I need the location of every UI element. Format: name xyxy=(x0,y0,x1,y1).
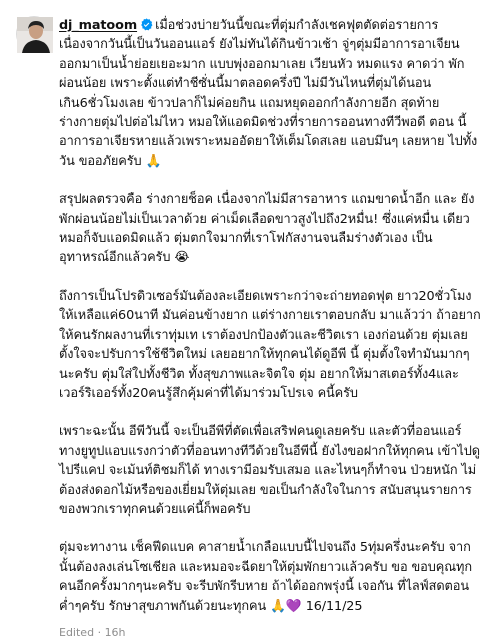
verified-badge-icon xyxy=(140,18,153,31)
comment-footer xyxy=(59,626,482,640)
comment-paragraph-2: สรุปผลตรวจคือ ร่างกายช็อค เนื่องจากไม่มีสารอาหาร แถมขาดน้ำอีก และ ยังพักผ่อนน้อยไม่เป็นเวลาด้วย ค่าเม็ดเลือดขาวสูงไปถึง2หมื่น! ซึ่งแค่หมื่น เดียวหมอก็จับแอดมิดแล้ว ตุ่มตกใจมากที่เราโฟกัสงานจนลืมร่างตัวเอง เป็น อุทาหรณ์อีกแล้วครับ 😭 xyxy=(59,192,475,266)
comment-paragraph-5: ตุ่มจะทางาน เช็คฟีดแบค คาสายน้ำเกลือแบบนี้ไปจนถึง 5ทุ่มครึ่งนะครับ จากนั้นต้องลงเล่นโซเชียล และหมอจะฉีดยาให้ตุ่มพักยาวแล้วครับ ขอ ขอบคุณทุกคนอีกครั้งมากๆนะครับ จะรีบพักรีบหาย ถ้าได้ออกพรุ่งนี้ เจอกัน ที่ไลฟ์สดตอนค่ำๆครับ รักษาสุขภาพกันด้วยนะทุกคน 🙏💜 16/11/25 xyxy=(59,540,472,614)
comment-paragraph-4: เพราะฉะนั้น อีพีวันนี้ จะเป็นอีพีที่ตัดเพื่อเสริฟคนดูเลยครับ และตัวที่ออนแอร์ ทางยูทูปแอบแรงกว่าตัวที่ออนทางทีวีด้วยในอีพีนี้ ยังไงขอฝากให้ทุกคน เข้าไปดู ไปรีแคป จะเม้นท์ติชมก็ได้ ทางเรามีอมรับเสมอ และไหนๆก็ทำจน ป่วยหนัก ไม่ต้องส่งดอกไม้หรือของเยี่ยมให้ตุ่มเลย ขอเป็นกำลังใจในการ สนับสนุนรายการของพวกเราทุกคนด้วยแค่นี้ก็พอครับ xyxy=(59,424,480,517)
edited-label: Edited xyxy=(59,625,95,639)
separator: · xyxy=(97,625,102,639)
username-link[interactable]: dj_matoom xyxy=(59,18,138,33)
comment-paragraph-3: ถึงการเป็นโปรดิวเซอร์มันต้องละเอียดเพราะกว่าจะถ่ายทอดฟุต ยาว20ชั่วโมง ให้เหลือแค่60นาที มันค่อนข้างยาก แต่ร่างกายเราตอบกลับ มาแล้วว่า ถ้าอยากให้คนรักผลงานที่เราทุ่มเท เราต้องปกป้องตัวและชีวิตเรา เองก่อนด้วย ตุ่มเลยตั้งใจจะปรับการใช้ชีวิตใหม่ เลยอยากให้ทุกคนได้ดูอีพี นี้ ตุ่มตั้งใจทำมันมากๆนะครับ ตุ่มใส่ใปทั้งชีวิต ทั้งสุขภาพและจิตใจ ตุ่ม อยากให้มาสเตอร์ทั้ง4และเวอร์ริเออร์ทั้ง20คนรู้สึกคุ้มค่าที่ได้มาร่วมโปรเจ คนี้ครับ xyxy=(59,288,481,401)
comment-text: เมื่อช่วงบ่ายวันนี้ขณะที่ตุ่มกำลังเชคฟุตตัดต่อรายการ เนื่องจากวันนี้เป็นวันออนแอร์ ยังไม่ทันได้กินข้าวเช้า จู่ๆตุ่มมีอาการอาเจียน ออกมาเป็นน้ำย่อยเยอะมาก แบบพุ่งออกมาเลย เวียนหัว หมดแรง คาดว่า พักผ่อนน้อย เพราะตั้งแต่ทำชีซั่นนี้มาตลอดครึ่งปี ไม่มีวันไหนที่ตุ่มได้นอน เกิน6ชั่วโมงเลย ข้าวปลาก็ไม่ค่อยกิน แถมหยุดออกกำลังกายอีก สุดท้าย ร่างกายตุ่มไปต่อไม่ไหว หมอให้แอดมิดช่วงที่รายการออนทางทีวีพอดี ตอน นี้อาการอาเจียรหายแล้วเพราะหมออัดยาให้เต็มโดสเลย แอบมึนๆ เลยหาย ไปทั้งวัน ขออภัยครับ 🙏 xyxy=(59,18,478,169)
timestamp[interactable]: 16h xyxy=(104,625,126,639)
comment-paragraph-1 xyxy=(59,16,482,171)
comment-body xyxy=(59,16,482,640)
avatar[interactable] xyxy=(16,16,52,52)
